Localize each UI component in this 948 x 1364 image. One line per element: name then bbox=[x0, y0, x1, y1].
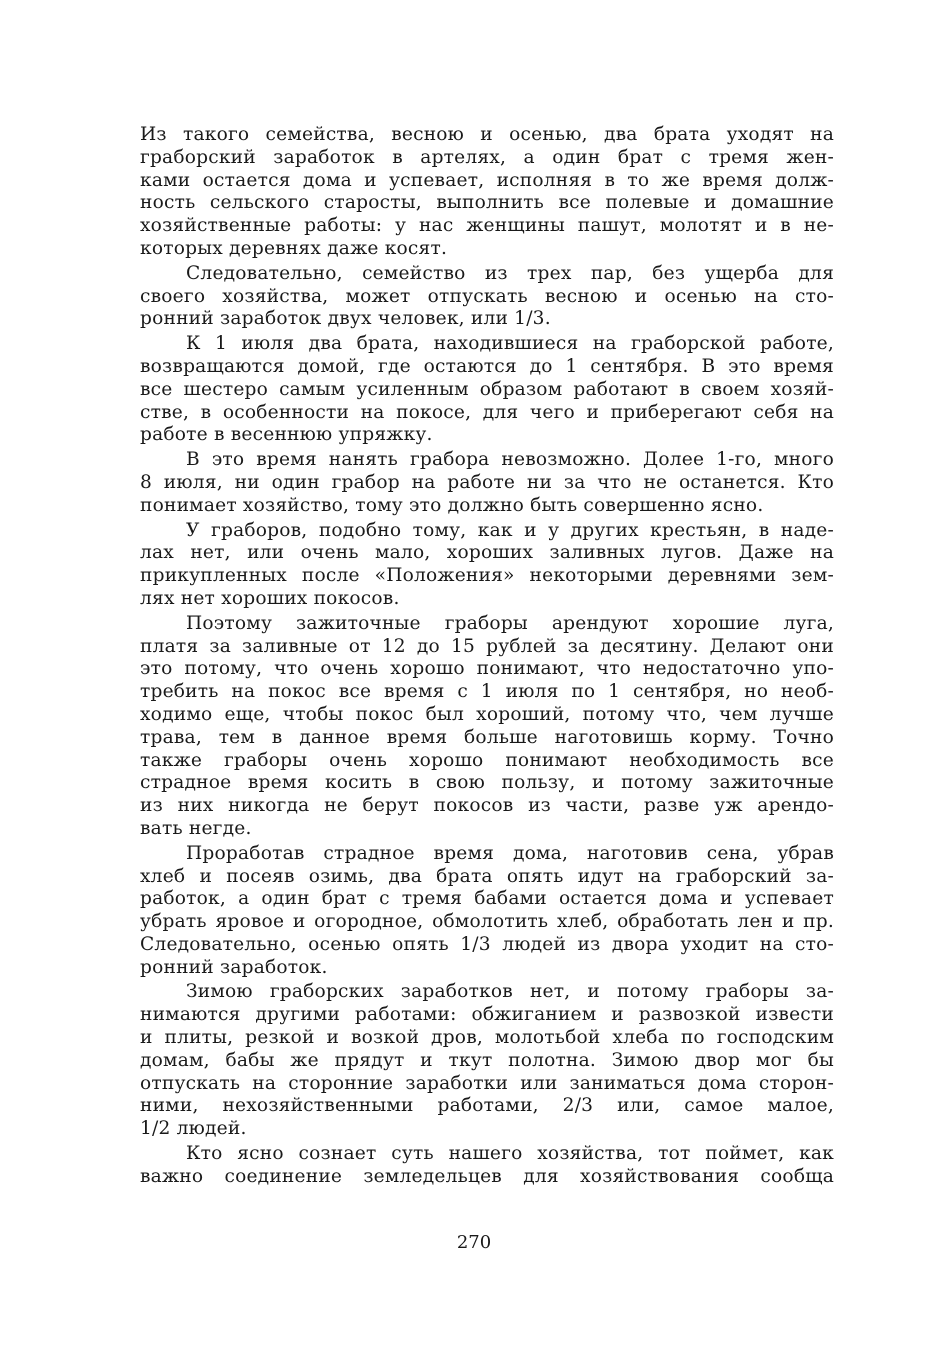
page-number: 270 bbox=[456, 1232, 492, 1253]
paragraph-5 bbox=[140, 520, 834, 611]
paragraph-7 bbox=[140, 843, 834, 980]
text-line: работе в весеннюю упряжку. bbox=[140, 424, 433, 446]
paragraph-9 bbox=[140, 1143, 834, 1189]
text-line: граборский заработок в артелях, а один брат с тремя жен- bbox=[140, 146, 834, 168]
document-page bbox=[140, 124, 834, 1191]
text-line: это потому, что очень хорошо понимают, что недостаточно упо- bbox=[140, 658, 834, 680]
text-line: трава, тем в данное время больше наготовишь корму. Точно bbox=[140, 726, 834, 748]
text-line: ронний заработок двух человек, или 1/3. bbox=[140, 308, 551, 330]
text-line: понимает хозяйство, тому это должно быть совершенно ясно. bbox=[140, 494, 764, 516]
text-line: Зимою граборских заработков нет, и потому граборы за- bbox=[186, 981, 834, 1003]
text-line: стве, в особенности на покосе, для чего и приберегают себя на bbox=[140, 401, 834, 423]
text-line: ронний заработок. bbox=[140, 956, 328, 978]
text-line: все шестеро самым усиленным образом работают в своем хозяй- bbox=[140, 378, 834, 400]
text-line: возвращаются домой, где остаются до 1 сентября. В это время bbox=[140, 355, 834, 377]
text-line: работок, а один брат с тремя бабами остается дома и успевает bbox=[140, 888, 834, 910]
text-line: ность сельского старосты, выполнить все полевые и домашние bbox=[140, 192, 834, 214]
text-line: Следовательно, семейство из трех пар, без ущерба для bbox=[186, 262, 834, 284]
text-line: Следовательно, осенью опять 1/3 людей из двора уходит на сто- bbox=[140, 933, 834, 955]
text-line: 8 июля, ни один грабор на работе ни за что не останется. Кто bbox=[140, 471, 834, 493]
text-line: отпускать на сторонние заработки или заниматься дома сторон- bbox=[140, 1072, 834, 1094]
text-line: У граборов, подобно тому, как и у других крестьян, в наде- bbox=[186, 519, 834, 541]
text-line: нимаются другими работами: обжиганием и развозкой извести bbox=[140, 1004, 834, 1026]
text-line: требить на покос все время с 1 июля по 1 сентября, но необ- bbox=[140, 681, 834, 703]
text-line: ками остается дома и успевает, исполняя в то же время долж- bbox=[140, 169, 834, 191]
text-line: ходимо еще, чтобы покос был хороший, потому что, чем лучше bbox=[140, 703, 834, 725]
text-line: страдное время косить в свою пользу, и потому зажиточные bbox=[140, 772, 834, 794]
text-line: и плиты, резкой и возкой дров, молотьбой хлеба по господским bbox=[140, 1027, 834, 1049]
text-line: вать негде. bbox=[140, 817, 252, 839]
text-line: из них никогда не берут покосов из части, разве уж арендо- bbox=[140, 795, 834, 817]
paragraph-2 bbox=[140, 263, 834, 331]
paragraph-6 bbox=[140, 613, 834, 841]
text-line: хлеб и посеяв озимь, два брата опять идут на граборский за- bbox=[140, 865, 834, 887]
text-line: ними, нехозяйственными работами, 2/3 или, самое малое, bbox=[140, 1095, 834, 1117]
text-line: важно соединение земледельцев для хозяйствования сообща bbox=[140, 1165, 834, 1187]
text-line: Из такого семейства, весною и осенью, два брата уходят на bbox=[140, 124, 834, 145]
text-line: также граборы очень хорошо понимают необходимость все bbox=[140, 749, 834, 771]
text-line: лах нет, или очень мало, хороших заливных лугов. Даже на bbox=[140, 542, 834, 564]
text-line: домам, бабы же прядут и ткут полотна. Зимою двор мог бы bbox=[140, 1049, 834, 1071]
text-line: платя за заливные от 12 до 15 рублей за десятину. Делают они bbox=[140, 635, 834, 657]
text-line: К 1 июля два брата, находившиеся на граборской работе, bbox=[186, 333, 834, 355]
text-line: хозяйственные работы: у нас женщины пашут, молотят и в не- bbox=[140, 215, 834, 237]
text-line: 1/2 людей. bbox=[140, 1118, 247, 1140]
text-line: убрать яровое и огородное, обмолотить хлеб, обработать лен и пр. bbox=[140, 911, 834, 933]
text-line: В это время нанять грабора невозможно. Долее 1-го, много bbox=[186, 449, 834, 471]
text-line: Кто ясно сознает суть нашего хозяйства, тот поймет, как bbox=[186, 1143, 834, 1165]
text-line: своего хозяйства, может отпускать весною и осенью на сто- bbox=[140, 285, 834, 307]
text-line: лях нет хороших покосов. bbox=[140, 587, 400, 609]
text-line: прикупленных после «Положения» некоторыми деревнями зем- bbox=[140, 565, 834, 587]
paragraph-4 bbox=[140, 449, 834, 517]
text-line: которых деревнях даже косят. bbox=[140, 237, 448, 259]
paragraph-8 bbox=[140, 981, 834, 1141]
text-line: Проработав страдное время дома, наготовив сена, убрав bbox=[186, 842, 834, 864]
paragraph-1 bbox=[140, 124, 834, 261]
text-line: Поэтому зажиточные граборы арендуют хорошие луга, bbox=[186, 612, 834, 634]
paragraph-3 bbox=[140, 333, 834, 447]
